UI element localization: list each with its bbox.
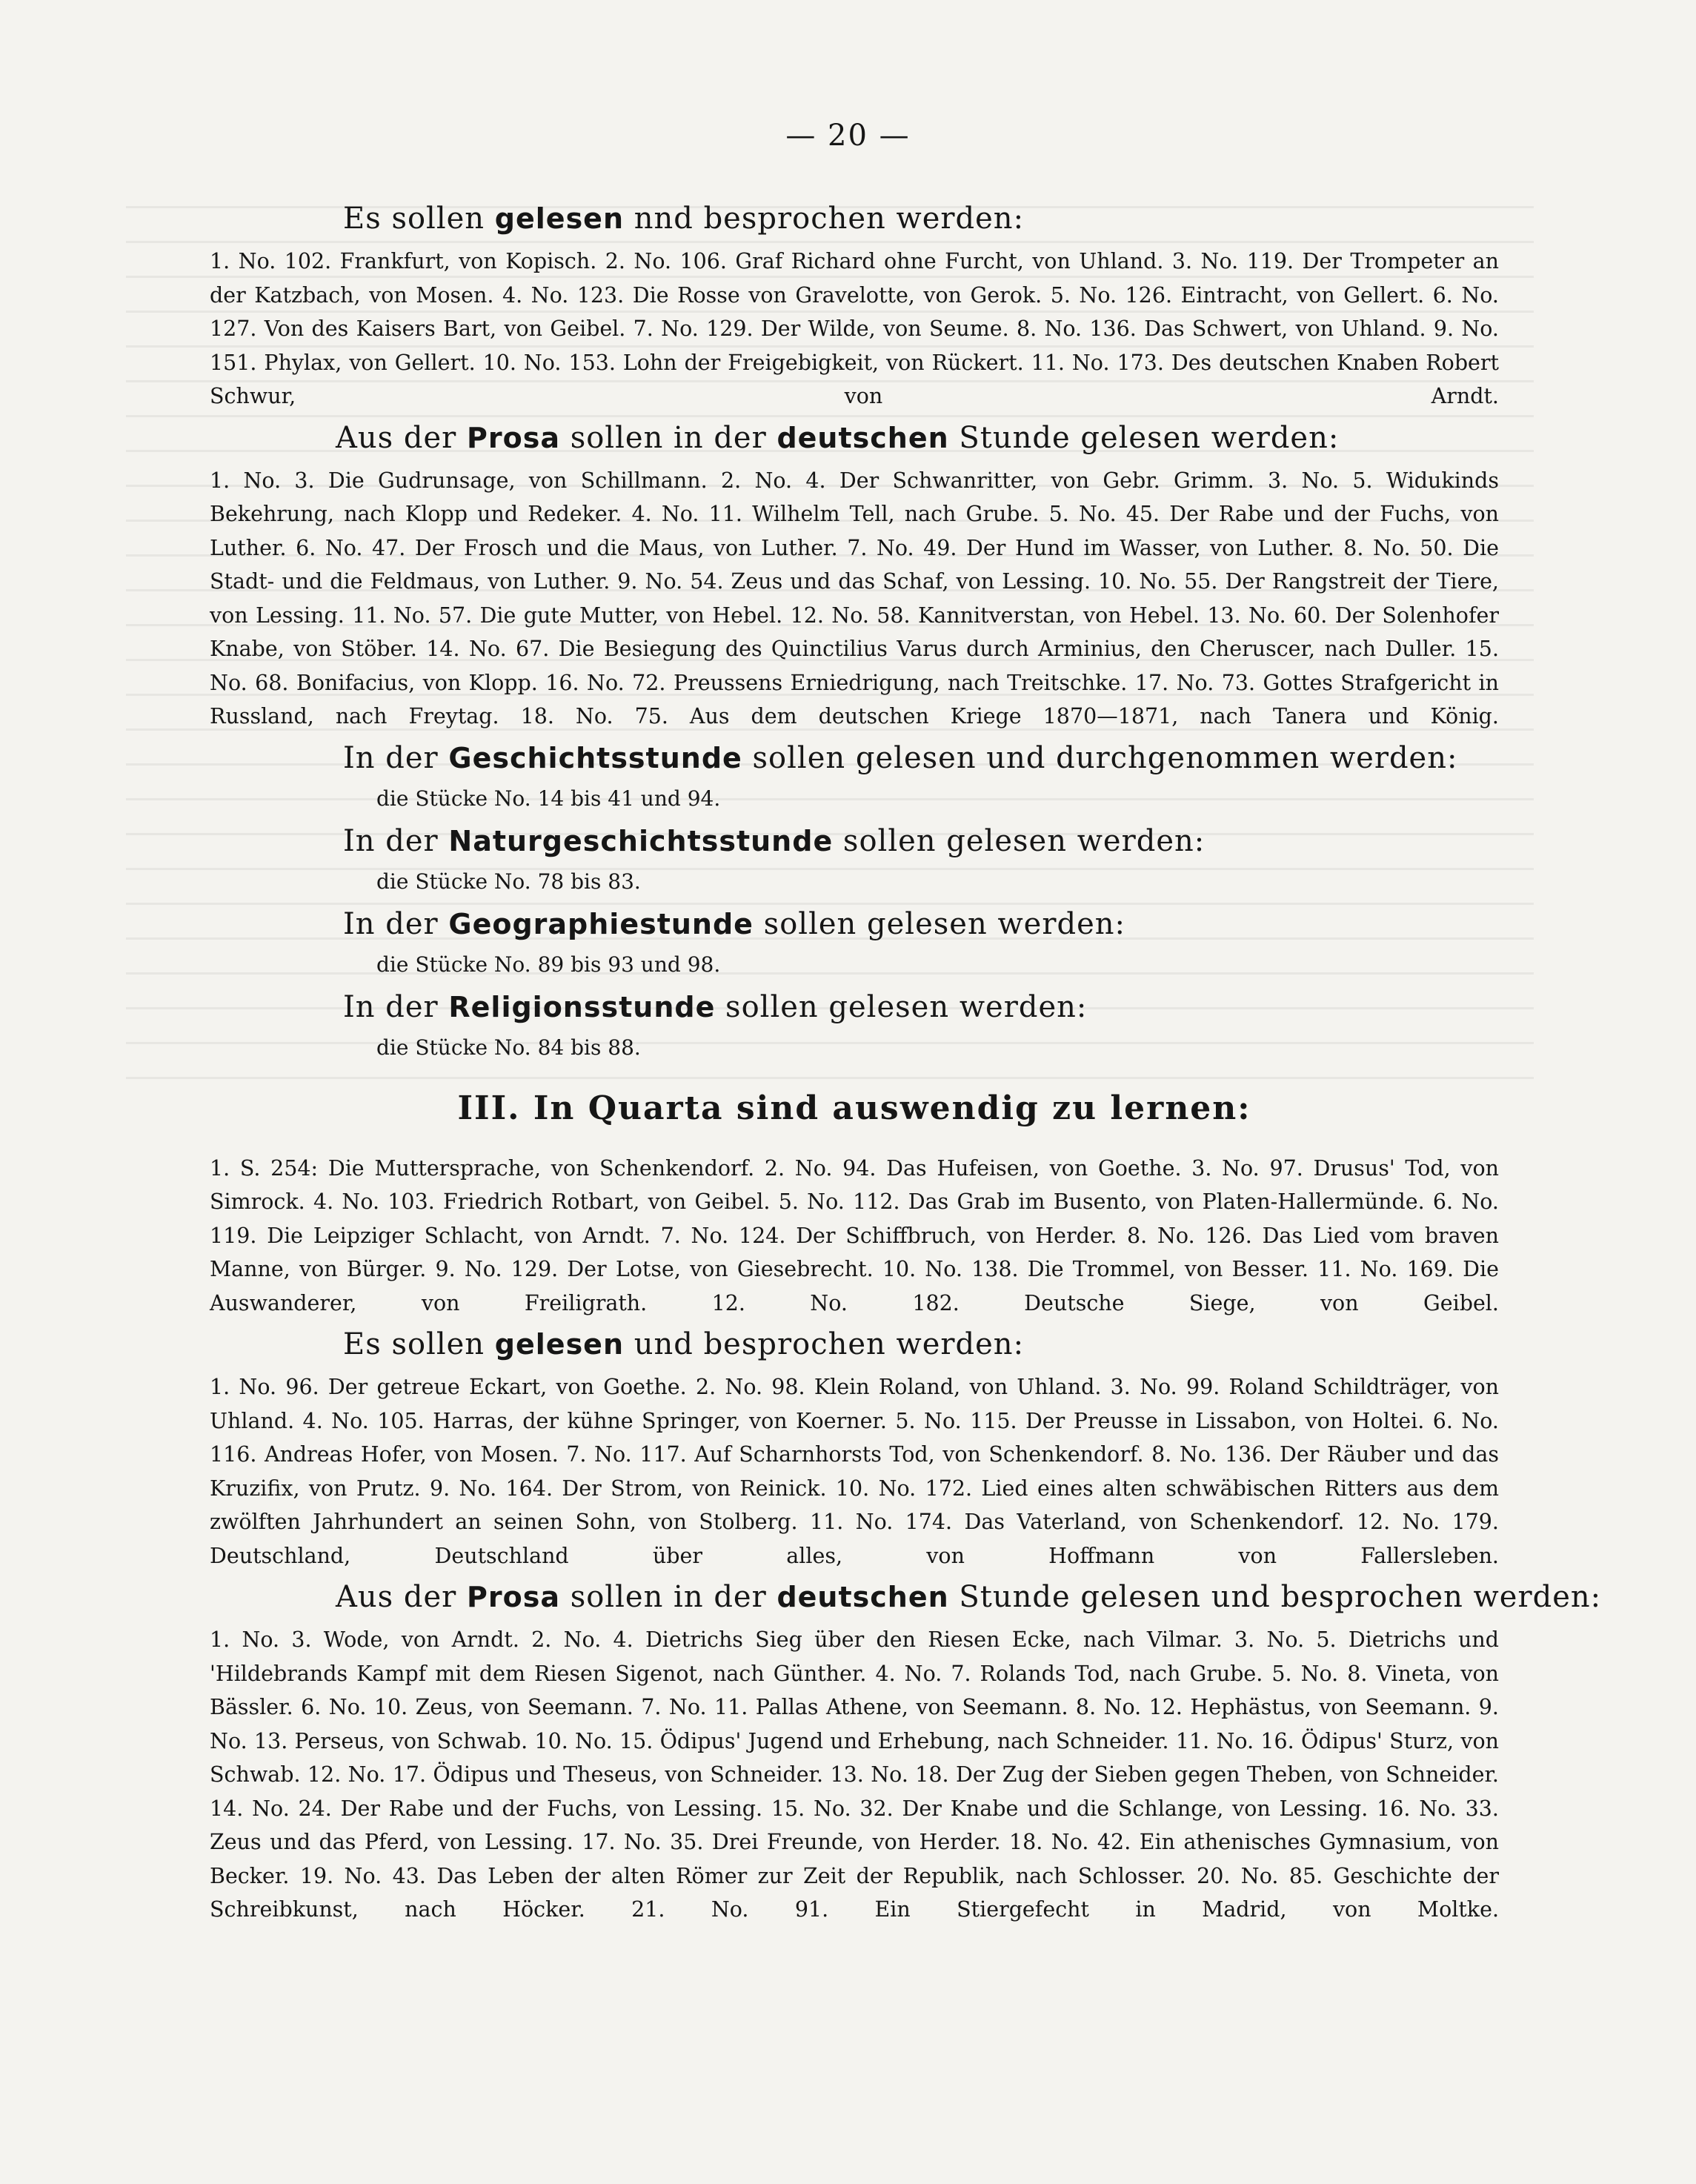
heading-prosa-deutsch — [210, 418, 1499, 458]
page-number: — 20 — — [785, 119, 911, 153]
page-body — [210, 194, 1602, 1931]
heading-emphasis: Naturgeschichtsstunde — [448, 824, 834, 857]
heading-text: sollen in der — [559, 1580, 777, 1614]
heading-emphasis: Geschichtsstunde — [448, 741, 742, 774]
heading-emphasis: deutschen — [776, 421, 949, 454]
heading-text: In der — [343, 823, 449, 858]
heading-text: In der — [343, 989, 449, 1024]
heading-text: In der — [343, 906, 449, 941]
stuecke-geographie: die Stücke No. 89 bis 93 und 98. — [376, 952, 721, 977]
heading-religionsstunde — [210, 987, 1499, 1027]
heading-emphasis: Prosa — [467, 1581, 560, 1613]
heading-text: sollen in der — [559, 420, 777, 455]
heading-geographiestunde — [210, 904, 1499, 944]
paragraph-reading-list-1: 1. No. 102. Frankfurt, von Kopisch. 2. No. 106. Graf Richard ohne Furcht, von Uhland. 3. No. 119. Der Trompeter an der Katzbach, von Mosen. 4. No. 123. Die Rosse von Gravelotte, von Gerok. 5. No. 126. Eintracht, von Gellert. 6. No. 127. Von des Kaisers Bart, von Geibel. 7. No. 129. Der Wilde, von Seume. 8. No. 136. Das Schwert, von Uhland. 9. No. 151. Phylax, von Gellert. 10. No. 153. Lohn der Freigebigkeit, von Rückert. 11. No. 173. Des deutschen Knaben Robert Schwur, von Arndt. — [210, 249, 1499, 408]
heading-geschichtsstunde — [210, 738, 1499, 778]
heading-emphasis: deutschen — [776, 1581, 949, 1613]
stuecke-religion: die Stücke No. 84 bis 88. — [376, 1035, 641, 1060]
heading-emphasis: Prosa — [467, 421, 560, 454]
heading-naturgeschichtsstunde — [210, 821, 1499, 861]
paragraph-auswendig-list: 1. S. 254: Die Muttersprache, von Schenkendorf. 2. No. 94. Das Hufeisen, von Goethe. 3. No. 97. Drusus' Tod, von Simrock. 4. No. 103. Friedrich Rotbart, von Geibel. 5. No. 112. Das Grab im Busento, von Platen-Hallermünde. 6. No. 119. Die Leipziger Schlacht, von Arndt. 7. No. 124. Der Schiffbruch, von Herder. 8. No. 126. Das Lied vom braven Manne, von Bürger. 9. No. 129. Der Lotse, von Giesebrecht. 10. No. 138. Die Trommel, von Besser. 11. No. 169. Die Auswanderer, von Freiligrath. 12. No. 182. Deutsche Siege, von Geibel. — [210, 1155, 1499, 1315]
paragraph-gelesen-list-quarta: 1. No. 96. Der getreue Eckart, von Goethe. 2. No. 98. Klein Roland, von Uhland. 3. No. 99. Roland Schildträger, von Uhland. 4. No. 105. Harras, der kühne Springer, von Koerner. 5. No. 115. Der Preusse in Lissabon, von Holtei. 6. No. 116. Andreas Hofer, von Mosen. 7. No. 117. Auf Scharnhorsts Tod, von Schenkendorf. 8. No. 136. Der Räuber und das Kruzifix, von Prutz. 9. No. 164. Der Strom, von Reinick. 10. No. 172. Lied eines alten schwäbischen Ritters aus dem zwölften Jahrhundert an seinen Sohn, von Stolberg. 11. No. 174. Das Vaterland, von Schenkendorf. 12. No. 179. Deutschland, Deutschland über alles, von Hoffmann von Fallersleben. — [210, 1375, 1499, 1568]
heading-text: Stunde gelesen werden: — [948, 420, 1340, 455]
heading-text: sollen gelesen werden: — [715, 989, 1088, 1024]
heading-text: Aus der — [336, 1580, 468, 1614]
heading-text: Stunde gelesen und besprochen werden: — [948, 1580, 1602, 1614]
heading-gelesen-besprochen-quarta — [210, 1324, 1499, 1364]
heading-text: und besprochen werden: — [624, 1327, 1025, 1361]
stuecke-geschichte: die Stücke No. 14 bis 41 und 94. — [376, 786, 721, 811]
heading-gelesen-besprochen — [210, 199, 1499, 239]
stuecke-naturgeschichte: die Stücke No. 78 bis 83. — [376, 869, 641, 894]
heading-text: In der — [343, 740, 449, 775]
heading-text: sollen gelesen und durchgenommen werden: — [742, 740, 1458, 775]
heading-text: Aus der — [336, 420, 468, 455]
paragraph-prosa-list: 1. No. 3. Die Gudrunsage, von Schillmann. 2. No. 4. Der Schwanritter, von Gebr. Grimm. 3. No. 5. Widukinds Bekehrung, nach Klopp und Redeker. 4. No. 11. Wilhelm Tell, nach Grube. 5. No. 45. Der Rabe und der Fuchs, von Luther. 6. No. 47. Der Frosch und die Maus, von Luther. 7. No. 49. Der Hund im Wasser, von Luther. 8. No. 50. Die Stadt- und die Feldmaus, von Luther. 9. No. 54. Zeus und das Schaf, von Lessing. 10. No. 55. Der Rangstreit der Tiere, von Lessing. 11. No. 57. Die gute Mutter, von Hebel. 12. No. 58. Kannitverstan, von Hebel. 13. No. 60. Der Solenhofer Knabe, von Stöber. 14. No. 67. Die Besiegung des Quinctilius Varus durch Arminius, den Cheruscer, nach Duller. 15. No. 68. Bonifacius, von Klopp. 16. No. 72. Preussens Erniedrigung, nach Treitschke. 17. No. 73. Gottes Strafgericht in Russland, nach Freytag. 18. No. 75. Aus dem deutschen Kriege 1870—1871, nach Tanera und König. — [210, 468, 1499, 728]
heading-emphasis: gelesen — [494, 1328, 625, 1361]
heading-emphasis: Religionsstunde — [448, 990, 716, 1023]
heading-text: nnd besprochen werden: — [624, 202, 1025, 236]
heading-text: Es sollen — [343, 202, 495, 236]
heading-prosa-deutsch-quarta — [210, 1577, 1602, 1617]
heading-emphasis: Geographiestunde — [448, 907, 754, 940]
section-title-quarta: III. In Quarta sind auswendig zu lernen: — [457, 1089, 1251, 1127]
heading-emphasis: gelesen — [494, 202, 625, 235]
paragraph-prosa-list-quarta: 1. No. 3. Wode, von Arndt. 2. No. 4. Dietrichs Sieg über den Riesen Ecke, nach Vilmar. 3. No. 5. Dietrichs und 'Hildebrands Kampf mit dem Riesen Sigenot, nach Günther. 4. No. 7. Rolands Tod, nach Grube. 5. No. 8. Vineta, von Bässler. 6. No. 10. Zeus, von Seemann. 7. No. 11. Pallas Athene, von Seemann. 8. No. 12. Hephästus, von Seemann. 9. No. 13. Perseus, von Schwab. 10. No. 15. Ödipus' Jugend und Erhebung, nach Schneider. 11. No. 16. Ödipus' Sturz, von Schwab. 12. No. 17. Ödipus und Theseus, von Schneider. 13. No. 18. Der Zug der Sieben gegen Theben, von Schneider. 14. No. 24. Der Rabe und der Fuchs, von Lessing. 15. No. 32. Der Knabe und die Schlange, von Lessing. 16. No. 33. Zeus und das Pferd, von Lessing. 17. No. 35. Drei Freunde, von Herder. 18. No. 42. Ein athenisches Gymnasium, von Becker. 19. No. 43. Das Leben der alten Römer zur Zeit der Republik, nach Schlosser. 20. No. 85. Geschichte der Schreibkunst, nach Höcker. 21. No. 91. Ein Stiergefecht in Madrid, von Moltke. — [210, 1627, 1499, 1922]
heading-text: sollen gelesen werden: — [753, 906, 1125, 941]
heading-text: Es sollen — [343, 1327, 495, 1361]
heading-text: sollen gelesen werden: — [833, 823, 1206, 858]
